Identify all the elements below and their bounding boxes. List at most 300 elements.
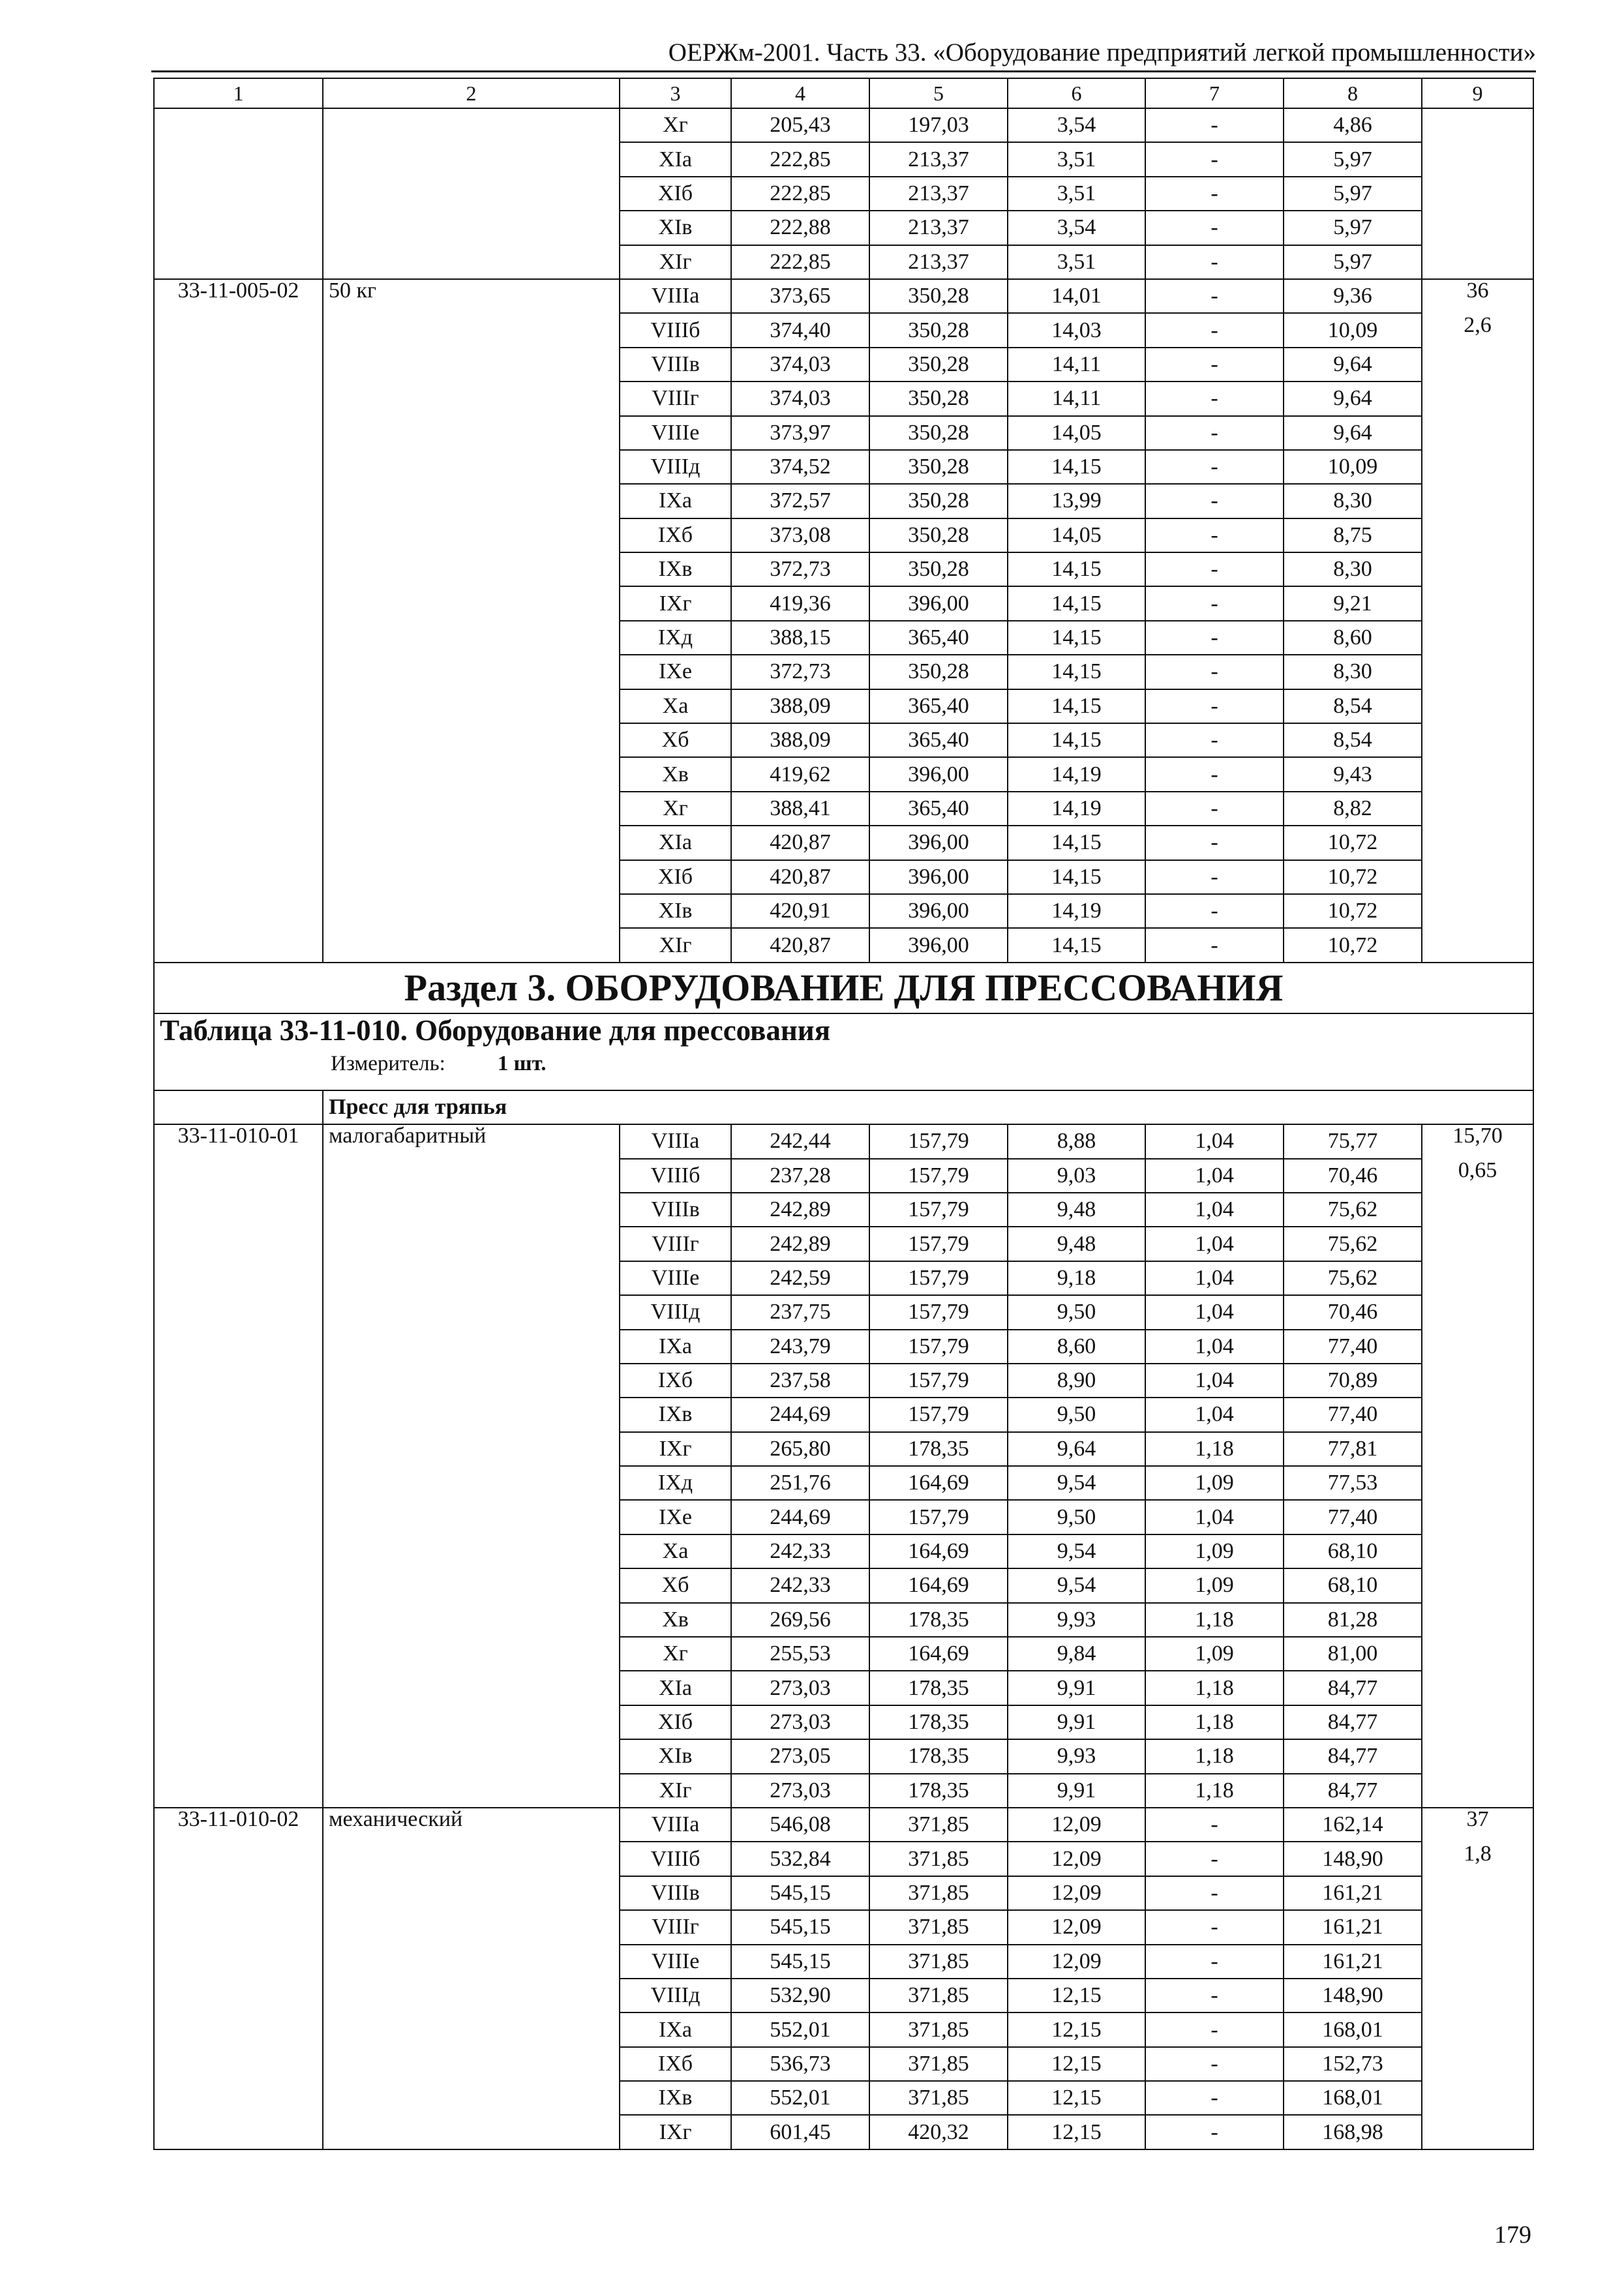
materials-cell: 9,21 [1284, 586, 1422, 620]
table-row [154, 108, 1533, 142]
region-cell: Хг [620, 108, 731, 142]
reference-cell [1422, 279, 1533, 963]
materials-cell: 148,90 [1284, 1979, 1422, 2012]
driver-wages-cell: 1,04 [1145, 1124, 1284, 1158]
region-cell: IXг [620, 2115, 731, 2149]
machine-cost-cell: 14,01 [1008, 279, 1145, 313]
driver-wages-cell: 1,04 [1145, 1330, 1284, 1364]
driver-wages-cell: 1,04 [1145, 1159, 1284, 1193]
total-cost-cell: 546,08 [731, 1808, 869, 1842]
wages-cell: 157,79 [869, 1398, 1008, 1431]
total-cost-cell: 532,90 [731, 1979, 869, 2012]
rates-table [153, 78, 1534, 2150]
machine-cost-cell: 14,15 [1008, 621, 1145, 655]
materials-cell: 10,72 [1284, 860, 1422, 894]
header-divider [151, 70, 1536, 72]
wages-cell: 371,85 [869, 2012, 1008, 2046]
total-cost-cell: 420,87 [731, 928, 869, 962]
wages-cell: 164,69 [869, 1568, 1008, 1602]
total-cost-cell: 273,03 [731, 1705, 869, 1739]
region-cell: VIIIд [620, 450, 731, 484]
wages-cell: 178,35 [869, 1705, 1008, 1739]
reference-value: 2,6 [1464, 312, 1492, 337]
total-cost-cell: 237,58 [731, 1364, 869, 1398]
region-cell: VIIIб [620, 1159, 731, 1193]
driver-wages-cell: - [1145, 1910, 1284, 1944]
region-cell: VIIIе [620, 1261, 731, 1295]
wages-cell: 157,79 [869, 1124, 1008, 1158]
materials-cell: 70,46 [1284, 1295, 1422, 1329]
total-cost-cell: 419,62 [731, 757, 869, 791]
machine-cost-cell: 14,03 [1008, 313, 1145, 347]
region-cell: IXв [620, 2081, 731, 2115]
machine-cost-cell: 12,09 [1008, 1910, 1145, 1944]
region-cell: Хг [620, 1637, 731, 1671]
machine-cost-cell: 9,64 [1008, 1432, 1145, 1466]
total-cost-cell: 388,09 [731, 689, 869, 723]
driver-wages-cell: - [1145, 279, 1284, 313]
section-row [154, 963, 1533, 1013]
reference-cell [1422, 108, 1533, 279]
table-row [154, 279, 1533, 313]
driver-wages-cell: 1,09 [1145, 1568, 1284, 1602]
driver-wages-cell: 1,04 [1145, 1261, 1284, 1295]
wages-cell: 350,28 [869, 450, 1008, 484]
materials-cell: 77,81 [1284, 1432, 1422, 1466]
machine-cost-cell: 12,15 [1008, 2081, 1145, 2115]
wages-cell: 164,69 [869, 1637, 1008, 1671]
reference-value: 15,70 [1452, 1124, 1503, 1148]
wages-cell: 365,40 [869, 621, 1008, 655]
region-cell: Хв [620, 1603, 731, 1637]
driver-wages-cell: 1,18 [1145, 1705, 1284, 1739]
column-number: 8 [1284, 78, 1422, 108]
total-cost-cell: 273,03 [731, 1671, 869, 1705]
wages-cell: 371,85 [869, 1945, 1008, 1979]
group-row [154, 1090, 1533, 1124]
region-cell: Хв [620, 757, 731, 791]
wages-cell: 164,69 [869, 1466, 1008, 1500]
region-cell: Хб [620, 723, 731, 757]
region-cell: IXг [620, 586, 731, 620]
materials-cell: 5,97 [1284, 142, 1422, 176]
driver-wages-cell: - [1145, 1945, 1284, 1979]
machine-cost-cell: 14,15 [1008, 860, 1145, 894]
region-cell: IXб [620, 2047, 731, 2081]
table-title: Таблица 33-11-010. Оборудование для прессования [160, 1013, 831, 1047]
driver-wages-cell: - [1145, 757, 1284, 791]
machine-cost-cell: 14,05 [1008, 416, 1145, 450]
region-cell: VIIIб [620, 1842, 731, 1876]
wages-cell: 350,28 [869, 484, 1008, 518]
column-number: 7 [1145, 78, 1284, 108]
region-cell: XIв [620, 1739, 731, 1773]
wages-cell: 371,85 [869, 1842, 1008, 1876]
name-cell [323, 108, 620, 279]
materials-cell: 9,64 [1284, 382, 1422, 415]
region-cell: IXа [620, 1330, 731, 1364]
machine-cost-cell: 9,48 [1008, 1193, 1145, 1227]
column-number: 5 [869, 78, 1008, 108]
wages-cell: 164,69 [869, 1534, 1008, 1568]
column-number: 6 [1008, 78, 1145, 108]
wages-cell: 371,85 [869, 2081, 1008, 2115]
wages-cell: 213,37 [869, 177, 1008, 211]
total-cost-cell: 545,15 [731, 1945, 869, 1979]
total-cost-cell: 237,75 [731, 1295, 869, 1329]
driver-wages-cell: 1,04 [1145, 1398, 1284, 1431]
region-cell: VIIIе [620, 1945, 731, 1979]
materials-cell: 75,62 [1284, 1193, 1422, 1227]
region-cell: VIIIд [620, 1979, 731, 2012]
wages-cell: 157,79 [869, 1364, 1008, 1398]
materials-cell: 8,60 [1284, 621, 1422, 655]
item-name: 50 кг [323, 279, 620, 963]
driver-wages-cell: 1,18 [1145, 1739, 1284, 1773]
driver-wages-cell: - [1145, 177, 1284, 211]
wages-cell: 213,37 [869, 211, 1008, 245]
driver-wages-cell: 1,09 [1145, 1637, 1284, 1671]
total-cost-cell: 372,73 [731, 552, 869, 586]
total-cost-cell: 373,65 [731, 279, 869, 313]
wages-cell: 396,00 [869, 860, 1008, 894]
wages-cell: 178,35 [869, 1739, 1008, 1773]
materials-cell: 5,97 [1284, 177, 1422, 211]
driver-wages-cell: 1,04 [1145, 1227, 1284, 1261]
materials-cell: 84,77 [1284, 1739, 1422, 1773]
machine-cost-cell: 14,15 [1008, 552, 1145, 586]
machine-cost-cell: 3,51 [1008, 177, 1145, 211]
driver-wages-cell: - [1145, 928, 1284, 962]
materials-cell: 8,54 [1284, 723, 1422, 757]
item-code: 33-11-010-02 [154, 1808, 323, 2149]
table-title-cell [154, 1013, 1533, 1090]
wages-cell: 213,37 [869, 142, 1008, 176]
code-cell [154, 108, 323, 279]
total-cost-cell: 273,03 [731, 1774, 869, 1808]
materials-cell: 161,21 [1284, 1876, 1422, 1910]
machine-cost-cell: 9,54 [1008, 1534, 1145, 1568]
region-cell: XIб [620, 177, 731, 211]
region-cell: IXг [620, 1432, 731, 1466]
total-cost-cell: 242,89 [731, 1227, 869, 1261]
driver-wages-cell: - [1145, 313, 1284, 347]
materials-cell: 162,14 [1284, 1808, 1422, 1842]
materials-cell: 70,46 [1284, 1159, 1422, 1193]
region-cell: XIб [620, 860, 731, 894]
region-cell: XIв [620, 211, 731, 245]
column-number: 1 [154, 78, 323, 108]
materials-cell: 168,01 [1284, 2081, 1422, 2115]
reference-cell [1422, 1124, 1533, 1808]
wages-cell: 420,32 [869, 2115, 1008, 2149]
driver-wages-cell: - [1145, 1876, 1284, 1910]
wages-cell: 371,85 [869, 2047, 1008, 2081]
column-number: 2 [323, 78, 620, 108]
wages-cell: 350,28 [869, 518, 1008, 552]
wages-cell: 350,28 [869, 382, 1008, 415]
total-cost-cell: 244,69 [731, 1398, 869, 1431]
wages-cell: 157,79 [869, 1295, 1008, 1329]
total-cost-cell: 373,97 [731, 416, 869, 450]
region-cell: XIа [620, 142, 731, 176]
item-name: механический [323, 1808, 620, 2149]
machine-cost-cell: 12,15 [1008, 2047, 1145, 2081]
driver-wages-cell: - [1145, 2081, 1284, 2115]
unit-line [160, 1053, 1527, 1075]
wages-cell: 365,40 [869, 723, 1008, 757]
region-cell: VIIIа [620, 1808, 731, 1842]
materials-cell: 10,09 [1284, 313, 1422, 347]
driver-wages-cell: - [1145, 211, 1284, 245]
machine-cost-cell: 9,48 [1008, 1227, 1145, 1261]
total-cost-cell: 373,08 [731, 518, 869, 552]
reference-value: 37 [1466, 1807, 1489, 1831]
region-cell: VIIIе [620, 416, 731, 450]
materials-cell: 10,72 [1284, 894, 1422, 928]
materials-cell: 4,86 [1284, 108, 1422, 142]
machine-cost-cell: 3,51 [1008, 245, 1145, 279]
materials-cell: 10,72 [1284, 826, 1422, 860]
materials-cell: 84,77 [1284, 1671, 1422, 1705]
machine-cost-cell: 9,50 [1008, 1295, 1145, 1329]
total-cost-cell: 419,36 [731, 586, 869, 620]
unit-label: Измеритель: [331, 1051, 445, 1075]
driver-wages-cell: - [1145, 826, 1284, 860]
total-cost-cell: 255,53 [731, 1637, 869, 1671]
driver-wages-cell: 1,04 [1145, 1295, 1284, 1329]
total-cost-cell: 388,41 [731, 792, 869, 826]
machine-cost-cell: 9,54 [1008, 1466, 1145, 1500]
region-cell: VIIIд [620, 1295, 731, 1329]
table-title-row [154, 1013, 1533, 1090]
materials-cell: 9,64 [1284, 416, 1422, 450]
driver-wages-cell: - [1145, 108, 1284, 142]
total-cost-cell: 265,80 [731, 1432, 869, 1466]
table-row [154, 1124, 1533, 1158]
region-cell: IXд [620, 621, 731, 655]
machine-cost-cell: 3,54 [1008, 108, 1145, 142]
machine-cost-cell: 14,19 [1008, 792, 1145, 826]
driver-wages-cell: - [1145, 792, 1284, 826]
driver-wages-cell: - [1145, 689, 1284, 723]
total-cost-cell: 222,85 [731, 142, 869, 176]
wages-cell: 178,35 [869, 1671, 1008, 1705]
table-row [154, 1808, 1533, 1842]
machine-cost-cell: 9,91 [1008, 1774, 1145, 1808]
machine-cost-cell: 9,91 [1008, 1705, 1145, 1739]
column-number: 4 [731, 78, 869, 108]
region-cell: Хб [620, 1568, 731, 1602]
region-cell: IXе [620, 1500, 731, 1534]
total-cost-cell: 552,01 [731, 2081, 869, 2115]
wages-cell: 350,28 [869, 348, 1008, 382]
total-cost-cell: 420,87 [731, 826, 869, 860]
machine-cost-cell: 14,15 [1008, 723, 1145, 757]
section-title: Раздел 3. ОБОРУДОВАНИЕ ДЛЯ ПРЕССОВАНИЯ [154, 963, 1533, 1013]
region-cell: XIа [620, 1671, 731, 1705]
machine-cost-cell: 12,09 [1008, 1876, 1145, 1910]
item-name: малогабаритный [323, 1124, 620, 1808]
total-cost-cell: 222,85 [731, 177, 869, 211]
total-cost-cell: 237,28 [731, 1159, 869, 1193]
region-cell: Ха [620, 1534, 731, 1568]
driver-wages-cell: - [1145, 2115, 1284, 2149]
wages-cell: 371,85 [869, 1910, 1008, 1944]
driver-wages-cell: - [1145, 552, 1284, 586]
wages-cell: 350,28 [869, 552, 1008, 586]
machine-cost-cell: 9,84 [1008, 1637, 1145, 1671]
driver-wages-cell: - [1145, 586, 1284, 620]
wages-cell: 396,00 [869, 586, 1008, 620]
wages-cell: 371,85 [869, 1808, 1008, 1842]
total-cost-cell: 374,03 [731, 382, 869, 415]
materials-cell: 8,30 [1284, 655, 1422, 689]
machine-cost-cell: 14,15 [1008, 689, 1145, 723]
machine-cost-cell: 14,15 [1008, 586, 1145, 620]
driver-wages-cell: - [1145, 484, 1284, 518]
page-number: 179 [1494, 2221, 1531, 2249]
total-cost-cell: 242,89 [731, 1193, 869, 1227]
wages-cell: 157,79 [869, 1159, 1008, 1193]
region-cell: XIг [620, 1774, 731, 1808]
machine-cost-cell: 14,05 [1008, 518, 1145, 552]
column-number: 9 [1422, 78, 1533, 108]
total-cost-cell: 601,45 [731, 2115, 869, 2149]
materials-cell: 84,77 [1284, 1774, 1422, 1808]
wages-cell: 350,28 [869, 279, 1008, 313]
total-cost-cell: 532,84 [731, 1842, 869, 1876]
wages-cell: 157,79 [869, 1227, 1008, 1261]
materials-cell: 8,54 [1284, 689, 1422, 723]
total-cost-cell: 536,73 [731, 2047, 869, 2081]
total-cost-cell: 269,56 [731, 1603, 869, 1637]
materials-cell: 70,89 [1284, 1364, 1422, 1398]
reference-value: 1,8 [1464, 1841, 1492, 1866]
machine-cost-cell: 9,91 [1008, 1671, 1145, 1705]
driver-wages-cell: - [1145, 518, 1284, 552]
region-cell: IXд [620, 1466, 731, 1500]
total-cost-cell: 372,57 [731, 484, 869, 518]
machine-cost-cell: 12,15 [1008, 2012, 1145, 2046]
region-cell: VIIIв [620, 1193, 731, 1227]
total-cost-cell: 545,15 [731, 1876, 869, 1910]
machine-cost-cell: 9,54 [1008, 1568, 1145, 1602]
machine-cost-cell: 12,15 [1008, 1979, 1145, 2012]
materials-cell: 9,36 [1284, 279, 1422, 313]
region-cell: VIIIв [620, 348, 731, 382]
region-cell: IXб [620, 1364, 731, 1398]
machine-cost-cell: 14,15 [1008, 826, 1145, 860]
driver-wages-cell: 1,18 [1145, 1671, 1284, 1705]
driver-wages-cell: - [1145, 1808, 1284, 1842]
driver-wages-cell: 1,18 [1145, 1432, 1284, 1466]
wages-cell: 396,00 [869, 826, 1008, 860]
materials-cell: 148,90 [1284, 1842, 1422, 1876]
region-cell: VIIIа [620, 279, 731, 313]
materials-cell: 8,30 [1284, 484, 1422, 518]
total-cost-cell: 372,73 [731, 655, 869, 689]
total-cost-cell: 243,79 [731, 1330, 869, 1364]
total-cost-cell: 242,59 [731, 1261, 869, 1295]
materials-cell: 9,43 [1284, 757, 1422, 791]
materials-cell: 161,21 [1284, 1945, 1422, 1979]
machine-cost-cell: 12,09 [1008, 1808, 1145, 1842]
machine-cost-cell: 3,54 [1008, 211, 1145, 245]
region-cell: VIIIг [620, 1227, 731, 1261]
region-cell: XIг [620, 245, 731, 279]
region-cell: IXе [620, 655, 731, 689]
total-cost-cell: 222,85 [731, 245, 869, 279]
materials-cell: 8,75 [1284, 518, 1422, 552]
region-cell: IXв [620, 1398, 731, 1431]
region-cell: VIIIг [620, 1910, 731, 1944]
materials-cell: 75,62 [1284, 1227, 1422, 1261]
materials-cell: 168,98 [1284, 2115, 1422, 2149]
materials-cell: 10,09 [1284, 450, 1422, 484]
region-cell: XIг [620, 928, 731, 962]
driver-wages-cell: - [1145, 2047, 1284, 2081]
materials-cell: 68,10 [1284, 1534, 1422, 1568]
driver-wages-cell: 1,04 [1145, 1500, 1284, 1534]
driver-wages-cell: - [1145, 2012, 1284, 2046]
machine-cost-cell: 14,15 [1008, 928, 1145, 962]
driver-wages-cell: 1,04 [1145, 1193, 1284, 1227]
wages-cell: 365,40 [869, 792, 1008, 826]
driver-wages-cell: 1,04 [1145, 1364, 1284, 1398]
machine-cost-cell: 3,51 [1008, 142, 1145, 176]
region-cell: VIIIг [620, 382, 731, 415]
wages-cell: 396,00 [869, 894, 1008, 928]
machine-cost-cell: 14,11 [1008, 348, 1145, 382]
region-cell: XIа [620, 826, 731, 860]
total-cost-cell: 244,69 [731, 1500, 869, 1534]
total-cost-cell: 374,40 [731, 313, 869, 347]
driver-wages-cell: - [1145, 655, 1284, 689]
machine-cost-cell: 8,88 [1008, 1124, 1145, 1158]
materials-cell: 68,10 [1284, 1568, 1422, 1602]
materials-cell: 77,40 [1284, 1398, 1422, 1431]
region-cell: Хг [620, 792, 731, 826]
driver-wages-cell: - [1145, 348, 1284, 382]
reference-cell [1422, 1808, 1533, 2149]
machine-cost-cell: 9,18 [1008, 1261, 1145, 1295]
wages-cell: 365,40 [869, 689, 1008, 723]
total-cost-cell: 242,33 [731, 1568, 869, 1602]
region-cell: IXа [620, 484, 731, 518]
materials-cell: 168,01 [1284, 2012, 1422, 2046]
materials-cell: 77,40 [1284, 1500, 1422, 1534]
machine-cost-cell: 12,09 [1008, 1842, 1145, 1876]
wages-cell: 197,03 [869, 108, 1008, 142]
driver-wages-cell: - [1145, 860, 1284, 894]
materials-cell: 81,00 [1284, 1637, 1422, 1671]
region-cell: VIIIб [620, 313, 731, 347]
total-cost-cell: 242,44 [731, 1124, 869, 1158]
unit-value: 1 шт. [497, 1051, 547, 1075]
machine-cost-cell: 8,90 [1008, 1364, 1145, 1398]
materials-cell: 75,77 [1284, 1124, 1422, 1158]
driver-wages-cell: 1,18 [1145, 1603, 1284, 1637]
materials-cell: 77,53 [1284, 1466, 1422, 1500]
machine-cost-cell: 13,99 [1008, 484, 1145, 518]
total-cost-cell: 273,05 [731, 1739, 869, 1773]
wages-cell: 350,28 [869, 416, 1008, 450]
driver-wages-cell: - [1145, 894, 1284, 928]
wages-cell: 178,35 [869, 1432, 1008, 1466]
total-cost-cell: 251,76 [731, 1466, 869, 1500]
driver-wages-cell: - [1145, 723, 1284, 757]
